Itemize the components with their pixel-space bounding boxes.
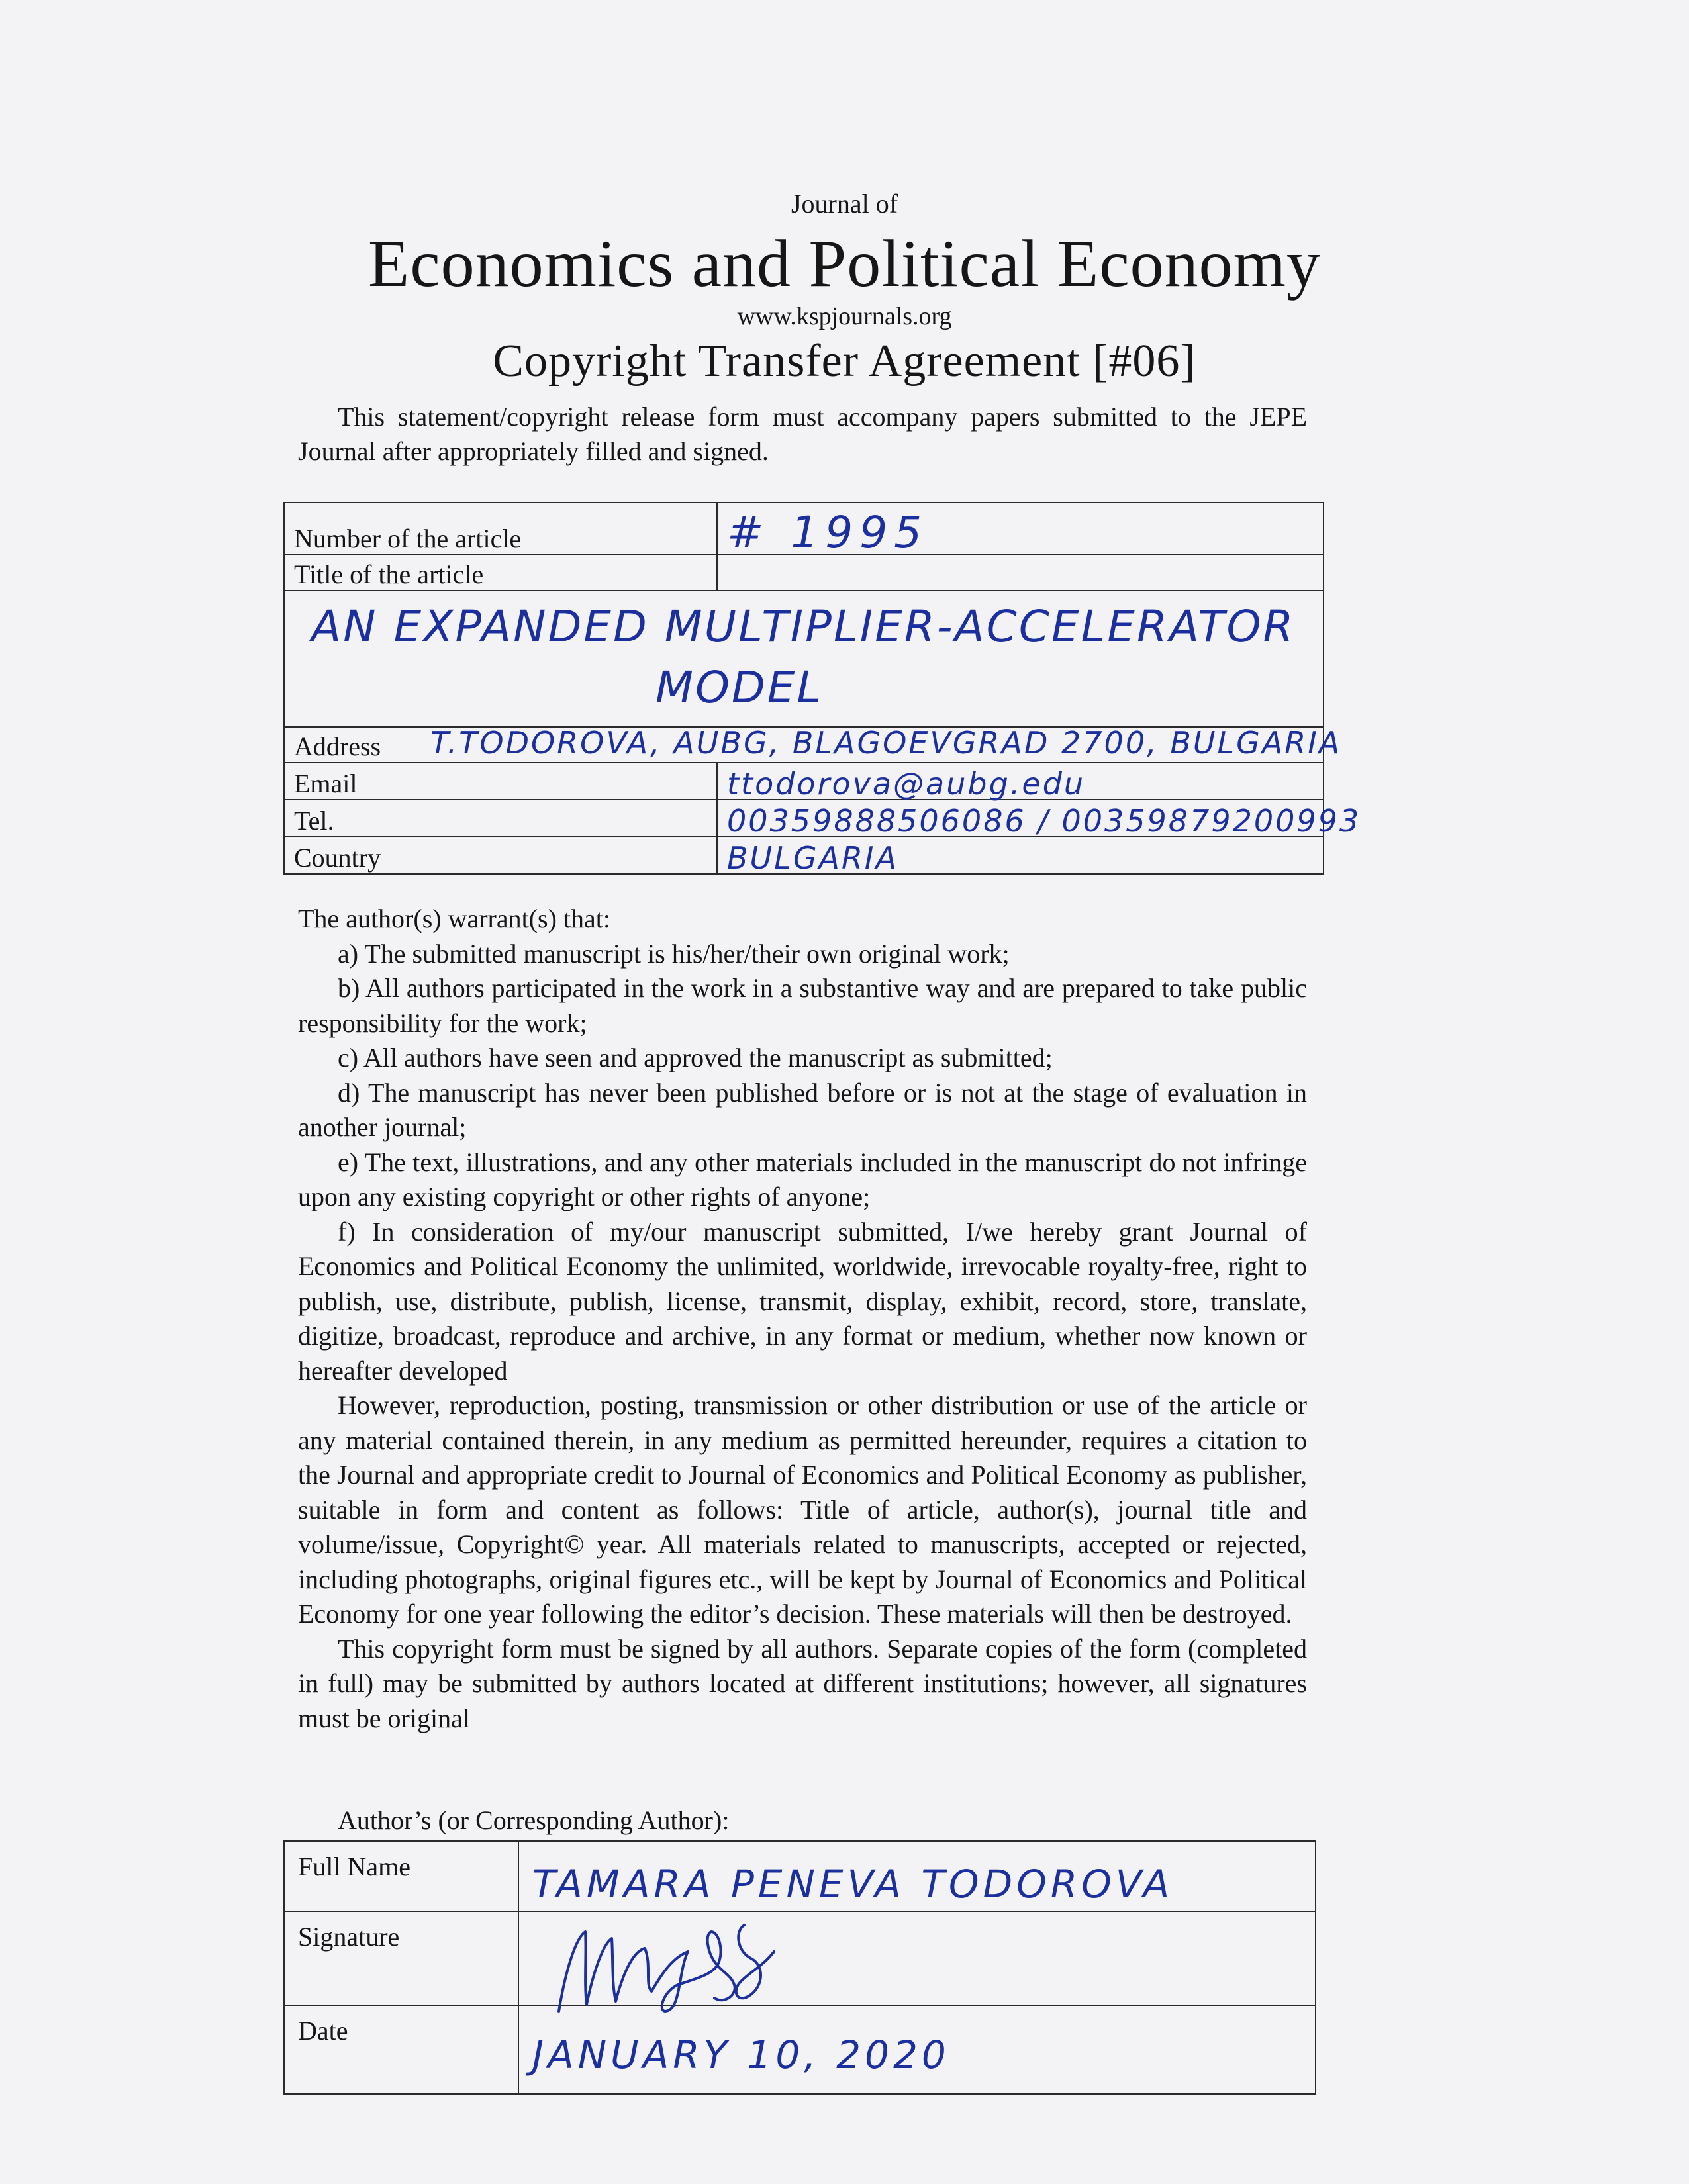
full-name-label: Full Name [284, 1841, 518, 1911]
tel-label: Tel. [284, 800, 717, 837]
date-value: JANUARY 10, 2020 [532, 2032, 950, 2077]
intro-paragraph: This statement/copyright release form must accompany papers submitted to the JEPE Journal after appropriately filled and signed. [298, 402, 1307, 466]
signature-label: Signature [284, 1911, 518, 2005]
warranty-item-a: a) The submitted manuscript is his/her/their own original work; [338, 938, 1010, 969]
article-title-line-1: AN EXPANDED MULTIPLIER-ACCELERATOR [311, 601, 1296, 652]
address-value: T.TODOROVA, AUBG, BLAGOEVGRAD 2700, BULGARIA [430, 725, 1342, 761]
warranty-closing: This copyright form must be signed by all authors. Separate copies of the form (completed in full) may be submitted by authors located at different institutions; however, all signatures must be original [298, 1633, 1307, 1733]
date-label: Date [284, 2005, 518, 2094]
email-value: ttodorova@aubg.edu [727, 766, 1086, 802]
tel-value: 00359888506086 / 00359879200993 [727, 803, 1361, 839]
warranty-item-d: d) The manuscript has never been published before or is not at the stage of evaluation in another journal; [298, 1077, 1307, 1142]
article-title-value [311, 596, 1437, 718]
journal-website: www.kspjournals.org [737, 303, 952, 330]
article-title-row [284, 591, 1324, 727]
full-name-cell[interactable] [518, 1841, 1316, 1911]
email-label: Email [284, 763, 717, 800]
agreement-title: Copyright Transfer Agreement [#06] [493, 336, 1196, 387]
article-title-label-spacer [717, 555, 1324, 591]
article-title-label-row [284, 555, 1324, 591]
address-row [284, 727, 1324, 763]
article-number-value: # 1995 [727, 507, 929, 558]
author-section-heading: Author’s (or Corresponding Author): [338, 1805, 730, 1835]
article-info-table [283, 502, 1361, 876]
country-row [284, 837, 1324, 874]
address-label: Address [294, 732, 381, 761]
date-row [284, 2005, 1316, 2094]
article-number-label: Number of the article [284, 502, 717, 555]
tel-cell[interactable] [717, 800, 1361, 839]
journal-of-label: Journal of [791, 189, 898, 218]
article-title-label: Title of the article [284, 555, 717, 591]
article-number-cell[interactable] [717, 502, 1324, 558]
journal-title: Economics and Political Economy [368, 226, 1321, 301]
email-cell[interactable] [717, 763, 1324, 800]
full-name-row [284, 1841, 1316, 1911]
article-title-cell[interactable] [284, 591, 1324, 727]
warranty-item-c: c) All authors have seen and approved the manuscript as submitted; [338, 1043, 1053, 1072]
article-number-row [284, 502, 1324, 555]
country-value: BULGARIA [727, 840, 898, 876]
date-cell[interactable] [518, 2005, 1316, 2094]
tel-row [284, 800, 1324, 837]
author-table [283, 1840, 1316, 2095]
warranty-item-f: f) In consideration of my/our manuscript submitted, I/we hereby grant Journal of Economics and Political Economy the unlimited, worldwide, irrevocable royalty-free, right to publish, use, distribute, publish, license, transmit, display, exhibit, record, store, translate, digitize, broadcast, reproduce and archive, in any format or medium, whether now known or hereafter developed [298, 1216, 1307, 1386]
full-name-value: TAMARA PENEVA TODOROVA [532, 1862, 1174, 1907]
warranty-however: However, reproduction, posting, transmission or other distribution or use of the article or any material contained therein, in any medium as permitted hereunder, requires a citation to the Journal and appropriate credit to Journal of Economics and Political Economy as publisher, suitable in form and content as follows: Title of article, author(s), journal title and volume/issue, Copyright© year. All materials related to manuscripts, accepted or rejected, including photographs, original figures etc., will be kept by Journal of Economics and Political Economy for one year following the editor’s decision. These materials will then be destroyed. [298, 1390, 1307, 1629]
article-title-line-2: MODEL [655, 662, 824, 713]
email-row [284, 763, 1324, 800]
warranty-lead: The author(s) warrant(s) that: [298, 904, 611, 933]
signature-cell[interactable] [518, 1911, 1316, 2005]
address-cell[interactable] [284, 725, 1342, 763]
warranty-text [298, 902, 1307, 1736]
handwritten-signature [546, 1912, 824, 2018]
signature-row [284, 1911, 1316, 2005]
warranty-item-b: b) All authors participated in the work in a substantive way and are prepared to take public responsibility for the work; [298, 973, 1307, 1038]
country-label: Country [284, 837, 717, 874]
warranty-item-e: e) The text, illustrations, and any other materials included in the manuscript do not infringe upon any existing copyright or other rights of anyone; [298, 1147, 1307, 1211]
country-cell[interactable] [717, 837, 1324, 874]
